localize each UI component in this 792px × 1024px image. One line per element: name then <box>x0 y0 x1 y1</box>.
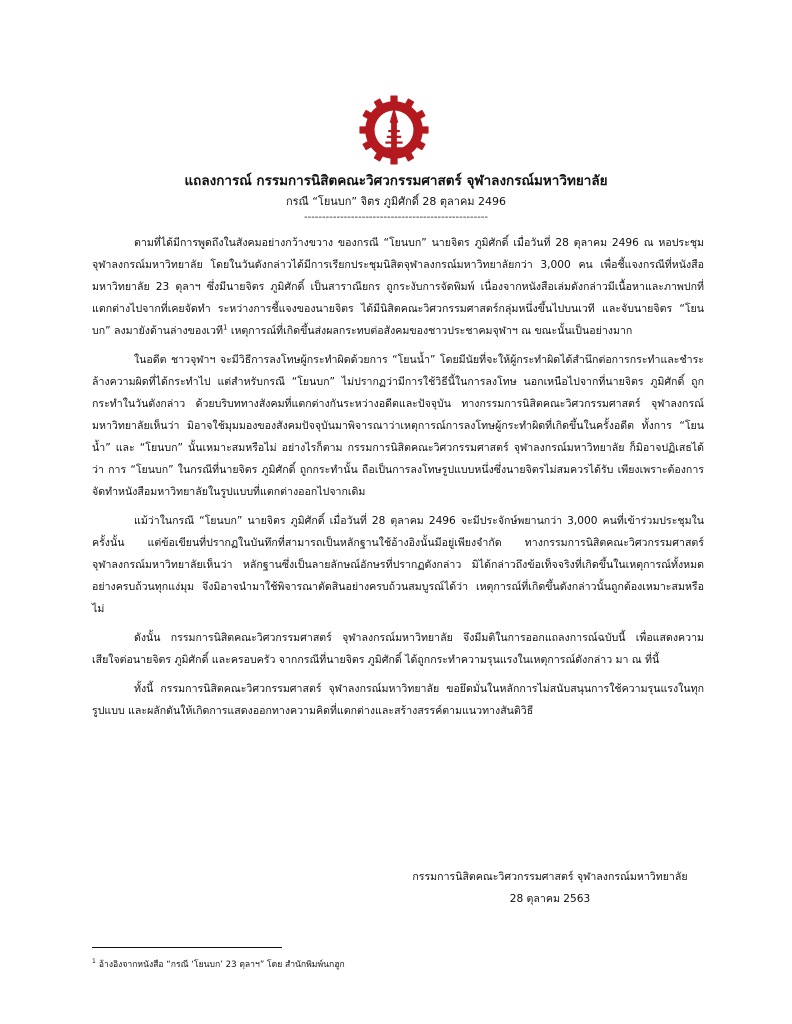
signatory-date: 28 ตุลาคม 2563 <box>509 893 591 905</box>
statement-body <box>92 232 704 729</box>
paragraph-4: ดังนั้น กรรมการนิสิตคณะวิศวกรรมศาสตร์ จุฬาลงกรณ์มหาวิทยาลัย จึงมีมติในการออกแถลงการณ์ฉบับนี้ เพื่อแสดงความเสียใจต่อนายจิตร ภูมิศักดิ์ และครอบครัว จากกรณีที่นายจิตร ภูมิศักดิ์ ได้ถูกกระทำความรุนแรงในเหตุการณ์ดังกล่าว มา ณ ที่นี้ <box>92 632 704 666</box>
footnote-reference: 1 <box>222 323 228 332</box>
signatory-name: กรรมการนิสิตคณะวิศวกรรมศาสตร์ จุฬาลงกรณ์มหาวิทยาลัย <box>412 871 688 883</box>
statement-subtitle: กรณี “โยนบก” จิตร ภูมิศักดิ์ 28 ตุลาคม 2496 <box>285 195 507 208</box>
paragraph-5: ทั้งนี้ กรรมการนิสิตคณะวิศวกรรมศาสตร์ จุฬาลงกรณ์มหาวิทยาลัย ขอยึดมั่นในหลักการไม่สนับสนุนการใช้ความรุนแรงในทุกรูปแบบ และผลักดันให้เกิดการแสดงออกทางความคิดที่แตกต่างและสร้างสรรค์ตามแนวทางสันติวิธี <box>92 683 704 717</box>
paragraph-1-text: ตามที่ได้มีการพูดถึงในสังคมอย่างกว้างขวาง ของกรณี “โยนบก” นายจิตร ภูมิศักดิ์ เมื่อวันที่ 28 ตุลาคม 2496 ณ หอประชุมจุฬาลงกรณ์มหาวิทยาลัย โดยในวันดังกล่าวได้มีการเรียกประชุมนิสิตจุฬาลงกรณ์มหาวิทยาลัยกว่า 3,000 คน เพื่อชี้แจงกรณีที่หนังสือมหาวิทยาลัย 23 ตุลาฯ ซึ่งมีนายจิตร ภูมิศักดิ์ เป็นสาราณียกร ถูกระงับการจัดพิมพ์ เนื่องจากหนังสือเล่มดังกล่าวมีเนื้อหาและภาพปกที่แตกต่างไปจากที่เคยจัดทำ ระหว่างการชี้แจงของนายจิตร ได้มีนิสิตคณะวิศวกรรมศาสตร์กลุ่มหนึ่งขึ้นไปบนเวที และจับนายจิตร “โยนบก” ลงมายังด้านล่างของเวที <box>92 237 704 337</box>
gear-pillar-emblem-icon <box>358 94 430 166</box>
paragraph-3: แม้ว่าในกรณี “โยนบก” นายจิตร ภูมิศักดิ์ เมื่อวันที่ 28 ตุลาคม 2496 จะมีประจักษ์พยานกว่า 3,000 คนที่เข้าร่วมประชุมในครั้งนั้น แต่ข้อเขียนที่ปรากฏในบันทึกที่สามารถเป็นหลักฐานใช้อ้างอิงนั้นมีอยู่เพียงจำกัด ทางกรรมการนิสิตคณะวิศวกรรมศาสตร์ จุฬาลงกรณ์มหาวิทยาลัยเห็นว่า หลักฐานซึ่งเป็นลายลักษณ์อักษรที่ปรากฏดังกล่าว มิได้กล่าวถึงข้อเท็จจริงที่เกิดขึ้นในเหตุการณ์ทั้งหมดอย่างครบถ้วนทุกแง่มุม จึงมิอาจนำมาใช้พิจารณาตัดสินอย่างครบถ้วนสมบูรณ์ได้ว่า เหตุการณ์ที่เกิดขึ้นดังกล่าวนั้นถูกต้องเหมาะสมหรือไม่ <box>92 515 704 615</box>
footnote-text: อ้างอิงจากหนังสือ “กรณี ‘โยนบก’ 23 ตุลาฯ” โดย สำนักพิมพ์นกฮูก <box>98 960 345 970</box>
footnote <box>92 958 704 972</box>
paragraph-2: ในอดีต ชาวจุฬาฯ จะมีวิธีการลงโทษผู้กระทำผิดด้วยการ “โยนน้ำ” โดยมีนัยที่จะให้ผู้กระทำผิดได้สำนึกต่อการกระทำและชำระล้างความผิดที่ได้กระทำไป แต่สำหรับกรณี “โยนบก” ไม่ปรากฏว่ามีการใช้วิธีนี้ในการลงโทษ นอกเหนือไปจากที่นายจิตร ภูมิศักดิ์ ถูกกระทำในวันดังกล่าว ด้วยบริบททางสังคมที่แตกต่างกันระหว่างอดีตและปัจจุบัน ทางกรรมการนิสิตคณะวิศวกรรมศาสตร์ จุฬาลงกรณ์มหาวิทยาลัยเห็นว่า มิอาจใช้มุมมองของสังคมปัจจุบันมาพิจารณาว่าเหตุการณ์การลงโทษผู้กระทำผิดที่เกิดขึ้นในครั้งอดีต ทั้งการ “โยนน้ำ” และ “โยนบก” นั้นเหมาะสมหรือไม่ อย่างไรก็ตาม กรรมการนิสิตคณะวิศวกรรมศาสตร์ จุฬาลงกรณ์มหาวิทยาลัย ก็มิอาจปฏิเสธได้ว่า การ “โยนบก” ในกรณีที่นายจิตร ภูมิศักดิ์ ถูกกระทำนั้น ถือเป็นการลงโทษรูปแบบหนึ่งซึ่งนายจิตรไม่สมควรได้รับ เพียงเพราะต้องการจัดทำหนังสือมหาวิทยาลัยในรูปแบบที่แตกต่างออกไปจากเดิม <box>92 354 704 498</box>
paragraph-1-text-continued: เหตุการณ์ที่เกิดขึ้นส่งผลกระทบต่อสังคมของชาวประชาคมจุฬาฯ ณ ขณะนั้นเป็นอย่างมาก <box>227 325 633 337</box>
footnote-divider <box>92 947 282 948</box>
title-separator: --------------------------------------------------- <box>303 212 489 223</box>
paragraph-1 <box>92 232 704 342</box>
footnote-number: 1 <box>92 958 96 966</box>
statement-title: แถลงการณ์ กรรมการนิสิตคณะวิศวกรรมศาสตร์ จุฬาลงกรณ์มหาวิทยาลัย <box>184 173 608 189</box>
